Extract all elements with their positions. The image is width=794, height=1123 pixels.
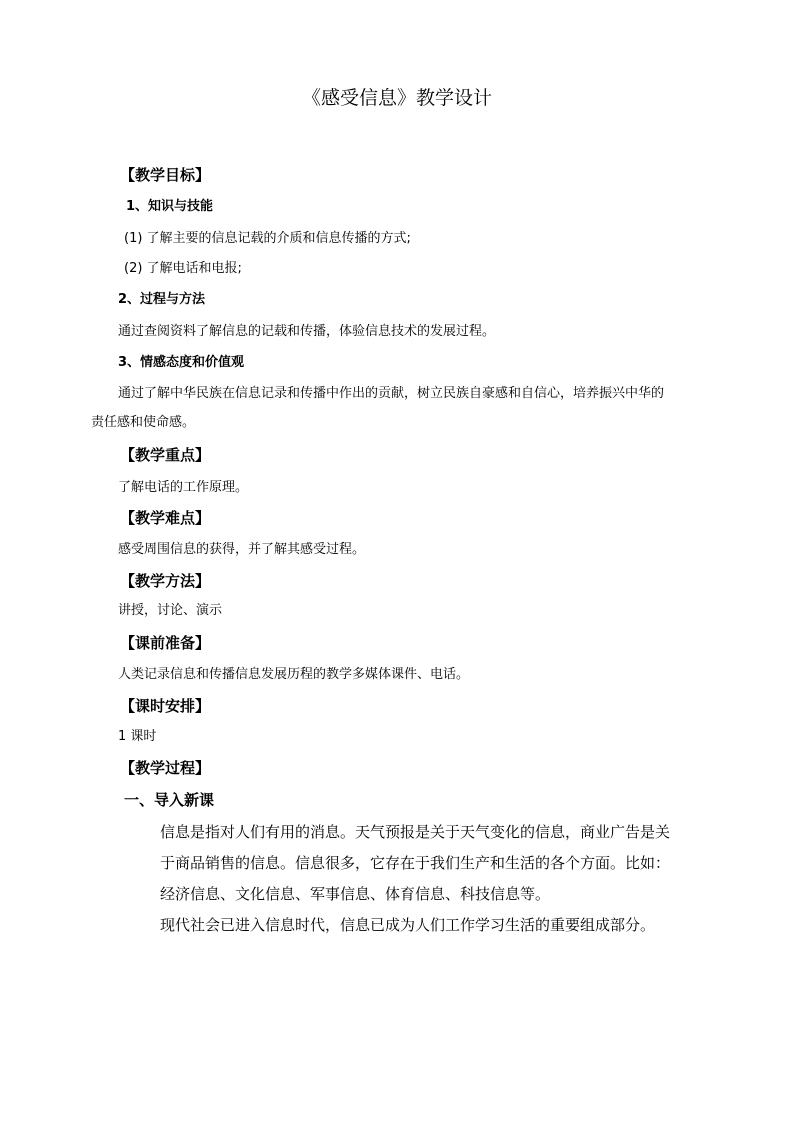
- knowledge-skills-heading: 1、知识与技能: [126, 199, 214, 214]
- values-text-line-1: 通过了解中华民族在信息记录和传播中作出的贡献，树立民族自豪感和自信心，培养振兴中华的: [118, 386, 665, 401]
- knowledge-item-1: (1) 了解主要的信息记载的介质和信息传播的方式;: [124, 231, 411, 246]
- intro-paragraph-line-2: 于商品销售的信息。信息很多，它存在于我们生产和生活的各个方面。比如：: [160, 854, 671, 872]
- key-points-heading: 【教学重点】: [120, 446, 211, 464]
- document-title: 《感受信息》教学设计: [301, 87, 492, 109]
- process-method-heading: 2、过程与方法: [118, 292, 206, 307]
- key-points-text: 了解电话的工作原理。: [118, 480, 249, 495]
- difficulties-text: 感受周围信息的获得，并了解其感受过程。: [118, 542, 366, 557]
- schedule-heading: 【课时安排】: [120, 697, 211, 715]
- intro-heading: 一、导入新课: [124, 791, 215, 809]
- difficulties-heading: 【教学难点】: [120, 509, 211, 527]
- teaching-process-heading: 【教学过程】: [120, 759, 211, 777]
- values-heading: 3、情感态度和价值观: [118, 355, 245, 370]
- methods-text: 讲授，讨论、演示: [118, 603, 223, 618]
- knowledge-item-2: (2) 了解电话和电报;: [124, 261, 242, 276]
- values-text-line-2: 责任感和使命感。: [91, 415, 196, 430]
- process-method-text: 通过查阅资料了解信息的记载和传播，体验信息技术的发展过程。: [118, 324, 496, 339]
- schedule-text: 1 课时: [118, 729, 157, 744]
- intro-paragraph-line-3: 经济信息、文化信息、军事信息、体育信息、科技信息等。: [160, 885, 551, 903]
- methods-heading: 【教学方法】: [120, 572, 211, 590]
- preparation-text: 人类记录信息和传播信息发展历程的教学多媒体课件、电话。: [118, 667, 470, 682]
- intro-paragraph-2: 现代社会已进入信息时代，信息已成为人们工作学习生活的重要组成部分。: [160, 916, 656, 934]
- preparation-heading: 【课前准备】: [120, 634, 211, 652]
- intro-paragraph-line-1: 信息是指对人们有用的消息。天气预报是关于天气变化的信息，商业广告是关: [160, 823, 671, 841]
- objectives-heading: 【教学目标】: [120, 166, 211, 184]
